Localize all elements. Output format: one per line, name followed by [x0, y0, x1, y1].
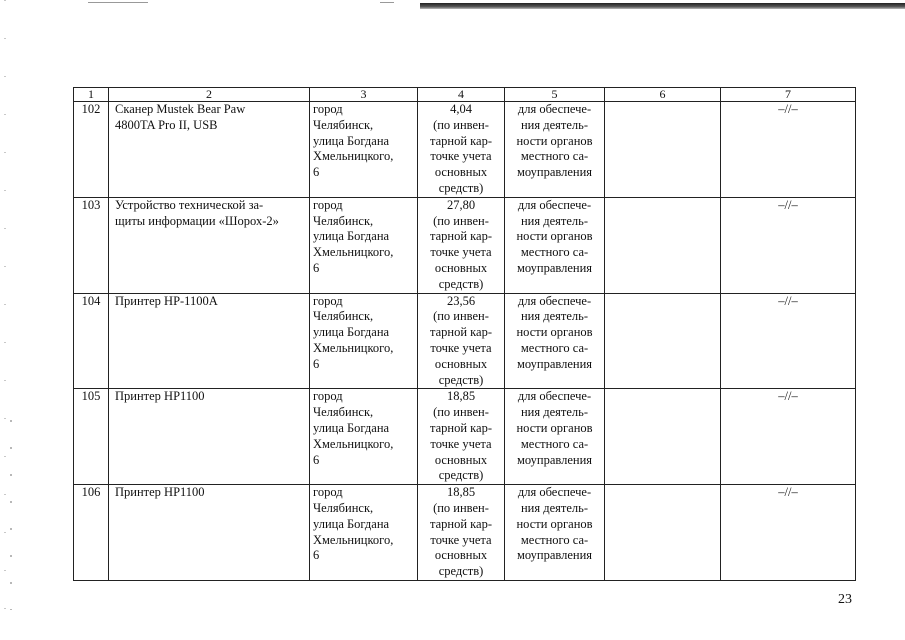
row-number: 104 — [74, 293, 109, 389]
table-row — [74, 197, 856, 293]
item-owner — [605, 102, 721, 198]
item-address: город Челябинск, улица Богдана Хмельницкого, 6 — [310, 389, 418, 485]
item-purpose: для обеспече- ния деятель- ности органов местного са- моуправления — [505, 102, 605, 198]
column-header: 6 — [605, 88, 721, 102]
inventory-table — [73, 87, 856, 581]
row-number: 105 — [74, 389, 109, 485]
item-owner — [605, 389, 721, 485]
item-note: –//– — [721, 293, 856, 389]
table-body — [74, 102, 856, 581]
item-owner — [605, 293, 721, 389]
item-owner — [605, 197, 721, 293]
column-header: 1 — [74, 88, 109, 102]
column-header: 3 — [310, 88, 418, 102]
table-row — [74, 102, 856, 198]
item-name: Сканер Mustek Bear Paw 4800TA Pro II, USB — [109, 102, 310, 198]
item-address: город Челябинск, улица Богдана Хмельницкого, 6 — [310, 485, 418, 581]
item-address: город Челябинск, улица Богдана Хмельницкого, 6 — [310, 102, 418, 198]
item-purpose: для обеспече- ния деятель- ности органов местного са- моуправления — [505, 389, 605, 485]
item-note: –//– — [721, 389, 856, 485]
item-purpose: для обеспече- ния деятель- ности органов местного са- моуправления — [505, 485, 605, 581]
item-address: город Челябинск, улица Богдана Хмельницкого, 6 — [310, 197, 418, 293]
column-header: 5 — [505, 88, 605, 102]
page-number: 23 — [838, 592, 852, 607]
column-header: 7 — [721, 88, 856, 102]
row-number: 102 — [74, 102, 109, 198]
item-note: –//– — [721, 102, 856, 198]
table-row — [74, 485, 856, 581]
item-name: Принтер HP1100 — [109, 389, 310, 485]
item-cost: 27,80 (по инвен- тарной кар- точке учета основных средств) — [418, 197, 505, 293]
scan-edge-shadow — [420, 3, 905, 9]
item-cost: 18,85 (по инвен- тарной кар- точке учета основных средств) — [418, 389, 505, 485]
table-header-row — [74, 88, 856, 102]
item-cost: 4,04 (по инвен- тарной кар- точке учета основных средств) — [418, 102, 505, 198]
item-owner — [605, 485, 721, 581]
item-address: город Челябинск, улица Богдана Хмельницкого, 6 — [310, 293, 418, 389]
item-name: Принтер HP-1100A — [109, 293, 310, 389]
column-header: 2 — [109, 88, 310, 102]
item-cost: 23,56 (по инвен- тарной кар- точке учета основных средств) — [418, 293, 505, 389]
inventory-table-container — [73, 87, 856, 581]
row-number: 103 — [74, 197, 109, 293]
scan-artifact — [10, 420, 12, 610]
item-cost: 18,85 (по инвен- тарной кар- точке учета основных средств) — [418, 485, 505, 581]
table-row — [74, 389, 856, 485]
column-header: 4 — [418, 88, 505, 102]
item-note: –//– — [721, 197, 856, 293]
scan-artifact — [380, 2, 394, 3]
scan-artifact — [4, 0, 6, 640]
item-purpose: для обеспече- ния деятель- ности органов местного са- моуправления — [505, 293, 605, 389]
item-purpose: для обеспече- ния деятель- ности органов местного са- моуправления — [505, 197, 605, 293]
row-number: 106 — [74, 485, 109, 581]
item-note: –//– — [721, 485, 856, 581]
scan-artifact — [88, 2, 148, 3]
item-name: Принтер HP1100 — [109, 485, 310, 581]
table-row — [74, 293, 856, 389]
item-name: Устройство технической за- щиты информации «Шорох-2» — [109, 197, 310, 293]
